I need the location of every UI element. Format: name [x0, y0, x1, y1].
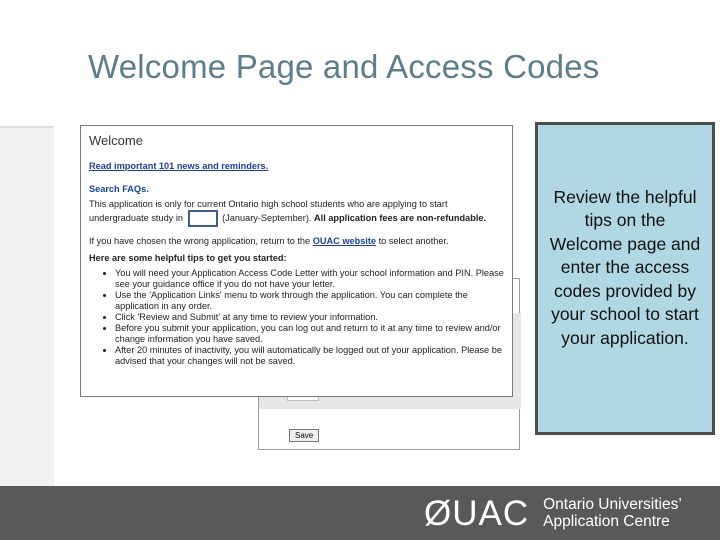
welcome-heading: Welcome [89, 133, 143, 148]
wrong-app-text-2: to select another. [378, 235, 449, 246]
list-item: • You will need your Application Access Code Letter with your school information and PIN. Please see your guidance office if you do not have your letter. [115, 268, 504, 290]
faq-link[interactable]: Search FAQs. [89, 183, 149, 194]
fees-notice: All application fees are non-refundable. [314, 212, 487, 223]
tips-list [89, 268, 504, 367]
list-item: • Use the 'Application Links' menu to work through the application. You can complete the application in any order. [115, 290, 504, 312]
intro-text-2: (January-September). [222, 212, 312, 223]
welcome-page-screenshot [80, 125, 513, 397]
wrong-app-text: If you have chosen the wrong application, return to the [89, 235, 311, 246]
list-item: • After 20 minutes of inactivity, you will automatically be logged out of your application. Please be advised that your changes will not be saved. [115, 345, 504, 367]
intro-text: This application is only for current Ontario high school students who are applying to start undergraduate study in [89, 198, 448, 223]
ouac-website-link[interactable]: OUAC website [312, 235, 377, 246]
save-button[interactable]: Save [289, 429, 319, 442]
intro-paragraph [89, 199, 504, 227]
ouac-logo [424, 494, 682, 534]
slide-title: Welcome Page and Access Codes [88, 48, 600, 85]
news-link[interactable]: Read important 101 news and reminders. [89, 160, 269, 171]
org-name-line2: Application Centre [543, 513, 670, 530]
wrong-application-note [89, 236, 504, 247]
ouac-wordmark [543, 497, 682, 530]
tips-heading: Here are some helpful tips to get you started: [89, 252, 287, 263]
org-name-line1: Ontario Universities’ [543, 496, 682, 514]
highlight-box [188, 210, 218, 227]
slide-title-area [0, 0, 720, 128]
title-divider [0, 126, 54, 128]
list-item: • Before you submit your application, you can log out and return to it at any time to review and/or change information you have saved. [115, 323, 504, 345]
callout-box [535, 122, 715, 435]
callout-text: Review the helpful tips on the Welcome page and enter the access codes provided by your school to start your application. [549, 187, 701, 348]
left-rail [0, 128, 54, 486]
list-item: • Click 'Review and Submit' at any time to review your information. [115, 312, 504, 323]
ouac-logo-mark: ØUAC [424, 494, 530, 533]
